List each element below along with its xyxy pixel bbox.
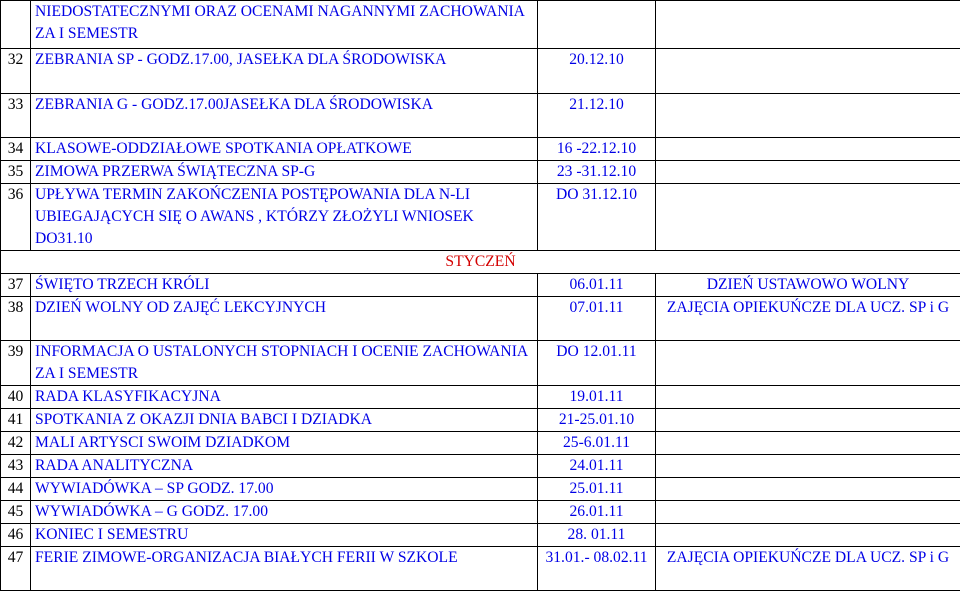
event-date: 20.12.10 <box>538 49 656 94</box>
event-date: 07.01.11 <box>538 297 656 341</box>
event-note <box>656 94 960 138</box>
row-number: 32 <box>1 49 31 94</box>
table-row <box>1 432 960 455</box>
month-header: STYCZEŃ <box>1 251 960 274</box>
row-number: 44 <box>1 478 31 501</box>
event-description: KONIEC I SEMESTRU <box>31 524 538 547</box>
event-note <box>656 1 960 49</box>
table-row <box>1 49 960 94</box>
table-row <box>1 547 960 591</box>
event-note <box>656 161 960 184</box>
month-header-row <box>1 251 960 274</box>
event-date: 21.12.10 <box>538 94 656 138</box>
row-number: 47 <box>1 547 31 591</box>
table-row <box>1 455 960 478</box>
event-date: 19.01.11 <box>538 386 656 409</box>
event-date: 21-25.01.10 <box>538 409 656 432</box>
event-date: 26.01.11 <box>538 501 656 524</box>
event-date: 24.01.11 <box>538 455 656 478</box>
event-note <box>656 524 960 547</box>
event-note: ZAJĘCIA OPIEKUŃCZE DLA UCZ. SP i G <box>656 297 960 341</box>
event-date: 25.01.11 <box>538 478 656 501</box>
row-number: 35 <box>1 161 31 184</box>
row-number: 40 <box>1 386 31 409</box>
row-number: 37 <box>1 274 31 297</box>
event-description: INFORMACJA O USTALONYCH STOPNIACH I OCENIE ZACHOWANIA ZA I SEMESTR <box>31 341 538 386</box>
table-row <box>1 161 960 184</box>
event-note <box>656 49 960 94</box>
event-note <box>656 341 960 386</box>
event-note <box>656 432 960 455</box>
event-description: RADA KLASYFIKACYJNA <box>31 386 538 409</box>
table-row <box>1 341 960 386</box>
event-description: FERIE ZIMOWE-ORGANIZACJA BIAŁYCH FERII W SZKOLE <box>31 547 538 591</box>
table-row <box>1 501 960 524</box>
event-description: WYWIADÓWKA – G GODZ. 17.00 <box>31 501 538 524</box>
table-row <box>1 478 960 501</box>
event-description: ZIMOWA PRZERWA ŚWIĄTECZNA SP-G <box>31 161 538 184</box>
row-number: 45 <box>1 501 31 524</box>
row-number: 41 <box>1 409 31 432</box>
row-number: 38 <box>1 297 31 341</box>
event-note <box>656 409 960 432</box>
table-row <box>1 184 960 251</box>
event-note <box>656 478 960 501</box>
row-number <box>1 1 31 49</box>
event-note <box>656 501 960 524</box>
event-description: UPŁYWA TERMIN ZAKOŃCZENIA POSTĘPOWANIA DLA N-LI UBIEGAJĄCYCH SIĘ O AWANS , KTÓRZY ZŁOŻYLI WNIOSEK DO31.10 <box>31 184 538 251</box>
row-number: 39 <box>1 341 31 386</box>
row-number: 43 <box>1 455 31 478</box>
table-row <box>1 138 960 161</box>
event-note <box>656 138 960 161</box>
event-date <box>538 1 656 49</box>
event-date: DO 12.01.11 <box>538 341 656 386</box>
row-number: 46 <box>1 524 31 547</box>
event-description: MALI ARTYSCI SWOIM DZIADKOM <box>31 432 538 455</box>
event-date: 23 -31.12.10 <box>538 161 656 184</box>
table-row <box>1 297 960 341</box>
event-description: ZEBRANIA SP - GODZ.17.00, JASEŁKA DLA ŚRODOWISKA <box>31 49 538 94</box>
event-note: DZIEŃ USTAWOWO WOLNY <box>656 274 960 297</box>
row-number: 33 <box>1 94 31 138</box>
event-description: ZEBRANIA G - GODZ.17.00JASEŁKA DLA ŚRODOWISKA <box>31 94 538 138</box>
event-date: 16 -22.12.10 <box>538 138 656 161</box>
table-row <box>1 524 960 547</box>
event-date: 28. 01.11 <box>538 524 656 547</box>
table-row <box>1 386 960 409</box>
row-number: 34 <box>1 138 31 161</box>
row-number: 36 <box>1 184 31 251</box>
event-note <box>656 455 960 478</box>
table-row <box>1 409 960 432</box>
event-description: SPOTKANIA Z OKAZJI DNIA BABCI I DZIADKA <box>31 409 538 432</box>
event-date: DO 31.12.10 <box>538 184 656 251</box>
event-description: ŚWIĘTO TRZECH KRÓLI <box>31 274 538 297</box>
event-description: NIEDOSTATECZNYMI ORAZ OCENAMI NAGANNYMI ZACHOWANIA ZA I SEMESTR <box>31 1 538 49</box>
event-note <box>656 386 960 409</box>
event-description: WYWIADÓWKA – SP GODZ. 17.00 <box>31 478 538 501</box>
event-note <box>656 184 960 251</box>
table-row <box>1 274 960 297</box>
row-number: 42 <box>1 432 31 455</box>
event-description: RADA ANALITYCZNA <box>31 455 538 478</box>
event-description: DZIEŃ WOLNY OD ZAJĘĆ LEKCYJNYCH <box>31 297 538 341</box>
table-row <box>1 94 960 138</box>
event-date: 25-6.01.11 <box>538 432 656 455</box>
event-description: KLASOWE-ODDZIAŁOWE SPOTKANIA OPŁATKOWE <box>31 138 538 161</box>
event-note: ZAJĘCIA OPIEKUŃCZE DLA UCZ. SP i G <box>656 547 960 591</box>
table-row <box>1 1 960 49</box>
event-date: 06.01.11 <box>538 274 656 297</box>
event-date: 31.01.- 08.02.11 <box>538 547 656 591</box>
